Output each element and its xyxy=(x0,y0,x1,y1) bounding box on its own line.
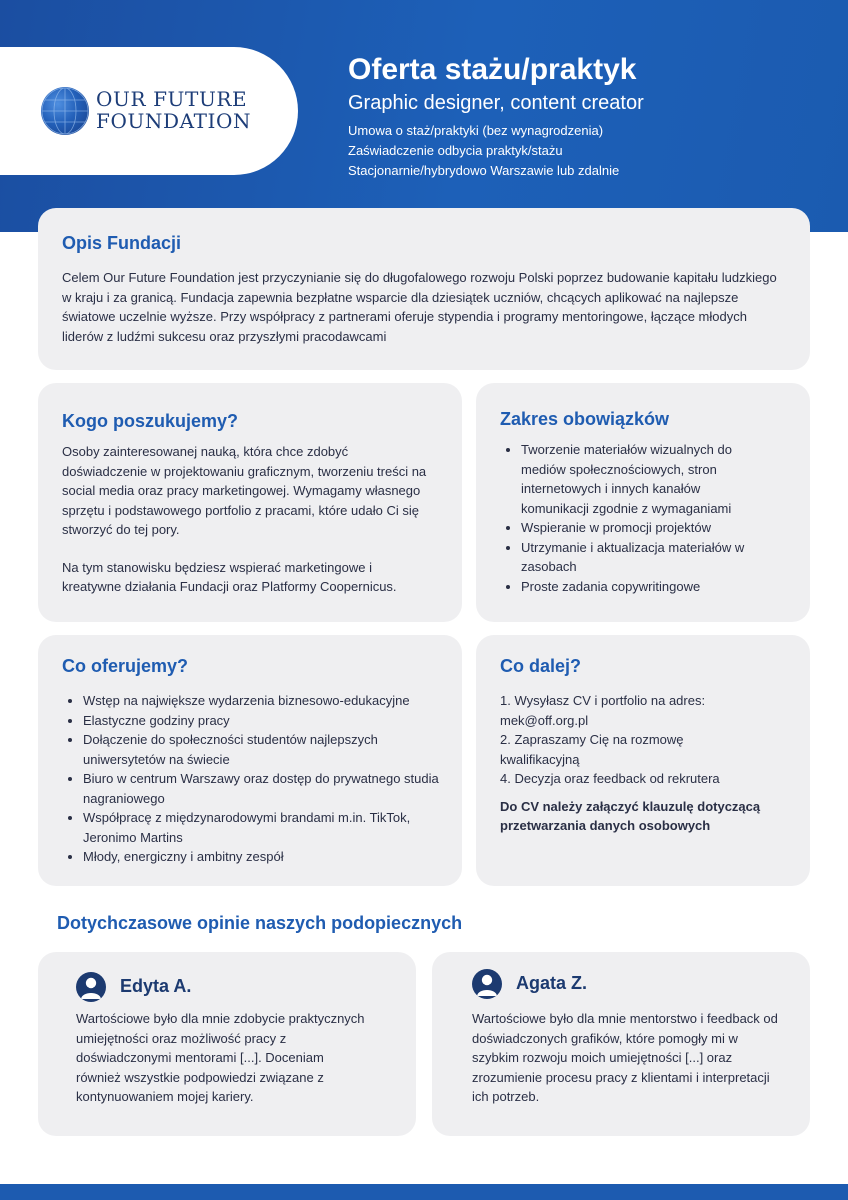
responsibilities-card xyxy=(476,383,810,622)
card-title: Opis Fundacji xyxy=(62,233,182,253)
info-line: Umowa o staż/praktyki (bez wynagrodzenia) xyxy=(348,123,604,138)
offer-list xyxy=(62,691,452,867)
globe-logo-icon xyxy=(41,87,89,135)
user-avatar-icon xyxy=(472,969,502,999)
offer-subtitle: Graphic designer, content creator xyxy=(348,92,644,114)
list-item: Młody, energiczny i ambitny zespół xyxy=(62,847,452,867)
list-item: Dołączenie do społeczności studentów najlepszych uniwersytetów na świecie xyxy=(62,730,452,769)
what-we-offer-card xyxy=(38,635,462,886)
logo-text xyxy=(96,88,276,132)
offer-title: Oferta stażu/praktyk xyxy=(348,53,637,86)
testimonial-text: Wartościowe było dla mnie zdobycie praktycznych umiejętności oraz możliwość pracy z doświadczonymi mentorami [...]. Doceniam również wszystkie podpowiedzi związane z kontynuowaniem mojej kariery. xyxy=(76,1011,365,1104)
list-item: Wspieranie w promocji projektów xyxy=(500,518,770,538)
testimonial-text: Wartościowe było dla mnie mentorstwo i feedback od doświadczonych grafików, które pomogły mi w szybkim rozwoju moich umiejętności [...] oraz zrozumienie procesu pracy z klientami i interpretacji ich potrzeb. xyxy=(472,1011,778,1104)
foundation-description-card xyxy=(38,208,810,370)
testimonial-author: Edyta A. xyxy=(120,976,192,996)
logo-line-2: FOUNDATION xyxy=(96,109,252,133)
offer-info xyxy=(348,121,619,181)
list-item: Proste zadania copywritingowe xyxy=(500,577,770,597)
card-title: Co dalej? xyxy=(500,656,582,676)
responsibilities-list xyxy=(500,440,770,596)
info-line: Zaświadczenie odbycia praktyk/stażu xyxy=(348,143,563,158)
card-title: Zakres obowiązków xyxy=(500,409,670,429)
testimonial-author: Agata Z. xyxy=(516,973,588,993)
who-we-seek-card xyxy=(38,383,462,622)
next-steps-card xyxy=(476,635,810,886)
logo-line-1: OUR FUTURE xyxy=(96,87,248,111)
step-2: 2. Zapraszamy Cię na rozmowę kwalifikacyjną xyxy=(500,732,684,767)
step-3: 4. Decyzja oraz feedback od rekrutera xyxy=(500,771,720,786)
list-item: Biuro w centrum Warszawy oraz dostęp do prywatnego studia nagraniowego xyxy=(62,769,452,808)
foundation-description-text: Celem Our Future Foundation jest przyczynianie się do długofalowego rozwoju Polski poprzez budowanie kapitału ludzkiego w kraju i za granicą. Fundacja zapewnia bezpłatne wsparcie dla dziesiątek uczniów, chcących aplikować na najlepsze światowe uczelnie wyższe. Przy współpracy z partnerami oferuje stypendia i programy mentoringowe, łączące młodych liderów z ludźmi sukcesu oraz przyszłymi pracodawcami xyxy=(62,270,777,344)
list-item: Utrzymanie i aktualizacja materiałów w zasobach xyxy=(500,538,770,577)
list-item: Tworzenie materiałów wizualnych do mediów społecznościowych, stron internetowych i innych kanałów komunikacji zgodnie z wymaganiami xyxy=(500,440,770,518)
role-description-text: Na tym stanowisku będziesz wspierać marketingowe i kreatywne działania Fundacji oraz Platformy Coopernicus. xyxy=(62,559,397,594)
footer-bar xyxy=(0,1184,848,1200)
info-line: Stacjonarnie/hybrydowo Warszawie lub zdalnie xyxy=(348,163,620,178)
list-item: Wstęp na największe wydarzenia biznesowo-edukacyjne xyxy=(62,691,452,711)
gdpr-note: Do CV należy załączyć klauzulę dotyczącą przetwarzania danych osobowych xyxy=(500,798,761,833)
testimonials-title: Dotychczasowe opinie naszych podopiecznych xyxy=(57,913,463,933)
testimonial-card xyxy=(38,952,416,1136)
card-title: Kogo poszukujemy? xyxy=(62,411,239,431)
who-we-seek-text: Osoby zainteresowanej nauką, która chce zdobyć doświadczenie w projektowaniu graficznym, tworzeniu treści na social media oraz pracy marketingowej. Wymagamy własnego sprzętu i podstawowego portfolio z pracami, które udało Ci się stworzyć do tej pory. xyxy=(62,444,427,537)
list-item: Elastyczne godziny pracy xyxy=(62,711,452,731)
testimonial-card xyxy=(432,952,810,1136)
step-1: 1. Wysyłasz CV i portfolio na adres: mek@off.org.pl xyxy=(500,693,706,728)
card-title: Co oferujemy? xyxy=(62,656,189,676)
list-item: Współpracę z międzynarodowymi brandami m.in. TikTok, Jeronimo Martins xyxy=(62,808,452,847)
user-avatar-icon xyxy=(76,972,106,1002)
